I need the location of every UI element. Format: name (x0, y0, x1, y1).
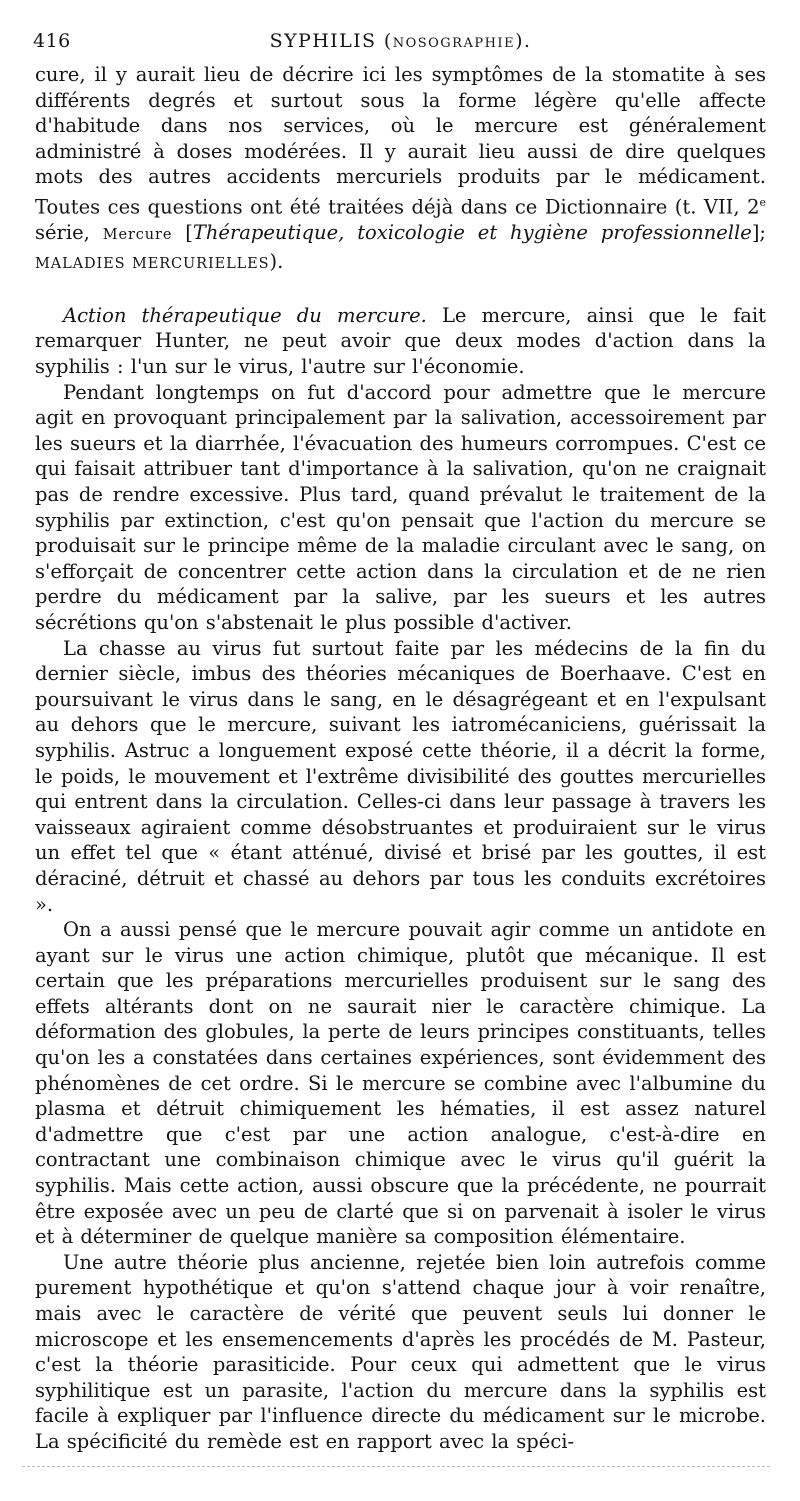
running-header (33, 30, 768, 58)
page-number: 416 (33, 30, 71, 52)
section-heading: Action thérapeutique du mercure. (63, 303, 427, 327)
paragraph-virus-hunt: La chasse au virus fut surtout faite par les médecins de la fin du dernier siècle, imbus des théories mécaniques de Boerhaave. C'est en poursuivant le virus dans le sang, en le désagrégeant et en l'expulsant au dehors que le mercure, suivant les iatromécaniciens, guérissait la syphilis. Astruc a longuement exposé cette théorie, il a décrit la forme, le poids, le mouvement et l'extrême divisibilité des gouttes mercurielles qui entrent dans la circulation. Celles-ci dans leur passage à travers les vaisseaux agiraient comme désobstruantes et produiraient sur le virus un effet tel que « étant atténué, divisé et brisé par les gouttes, il est déraciné, détruit et chassé au dehors par tous les conduits excrétoires ». (35, 636, 766, 916)
running-title-paren-close: ). (515, 30, 532, 52)
p1-text: Le mercure, ainsi que le fait remarquer Hunter, ne peut avoir que deux modes d'action dans la syphilis : l'un sur le virus, l'autre sur l'économie. (35, 303, 766, 379)
p0-text-b: série, (35, 221, 103, 245)
p0-italic-reference: Thérapeutique, toxicologie et hygiène professionnelle (192, 221, 752, 245)
body-text (35, 62, 766, 1455)
p0-text-e: ). (269, 249, 284, 273)
paragraph-continuation (35, 62, 766, 277)
running-title-paren-open: ( (376, 30, 393, 52)
running-title-main: SYPHILIS (269, 30, 377, 52)
p0-smallcaps-mercure: Mercure (102, 227, 173, 244)
p0-text-a: cure, il y aurait lieu de décrire ici les symptômes de la stomatite à ses différents degrés et surtout sous la forme légère qu'elle affecte d'habitude dans nos services, où le mercure est généralement administré à doses modérées. Il y aurait lieu aussi de dire quelques mots des autres accidents mercuriels produits par le médicament. Toutes ces questions ont été traitées déjà dans ce Dictionnaire (t. VII, 2 (35, 63, 766, 219)
paragraph-section-heading (35, 303, 766, 380)
paragraph-chemical-action: On a aussi pensé que le mercure pouvait agir comme un antidote en ayant sur le virus une action chimique, plutôt que mécanique. Il est certain que les préparations mercurielles produisent sur le sang des effets altérants dont on ne saurait nier le caractère chimique. La déformation des globules, la perte de leurs principes constituants, telles qu'on les a constatées dans certaines expériences, sont évidemment des phénomènes de cet ordre. Si le mercure se combine avec l'albumine du plasma et détruit chimiquement les hématies, il est assez naturel d'admettre que c'est par une action analogue, c'est-à-dire en contractant une combinaison chimique avec le virus qu'il guérit la syphilis. Mais cette action, aussi obscure que la précédente, ne pourrait être exposée avec un peu de clarté que si on parvenait à isoler le virus et à déterminer de quelque manière sa composition élémentaire. (35, 918, 766, 1249)
p0-superscript: e (759, 195, 766, 209)
p0-smallcaps-maladies: MALADIES MERCURIELLES (35, 255, 270, 272)
running-title-sub: NOSOGRAPHIE (392, 36, 516, 51)
running-title (33, 30, 768, 52)
paragraph-parasiticide: Une autre théorie plus ancienne, rejetée bien loin autrefois comme purement hypothétique et qu'on s'attend chaque jour à voir renaître, mais avec le caractère de vérité que peuvent seuls lui donner le microscope et les ensemencements d'après les procédés de M. Pasteur, c'est la théorie parasiticide. Pour ceux qui admettent que le virus syphilitique est un parasite, l'action du mercure dans la syphilis est facile à expliquer par l'influence directe du médicament sur le microbe. La spécificité du remède est en rapport avec la spéci- (35, 1250, 766, 1453)
paragraph-salivation: Pendant longtemps on fut d'accord pour admettre que le mercure agit en provoquant principalement par la salivation, accessoirement par les sueurs et la diarrhée, l'évacuation des humeurs corrompues. C'est ce qui faisait attribuer tant d'importance à la salivation, qu'on ne craignait pas de rendre excessive. Plus tard, quand prévalut le traitement de la syphilis par extinction, c'est qu'on pensait que l'action du mercure se produisait sur le principe même de la maladie circulant avec le sang, on s'efforçait de concentrer cette action dans la circulation et de ne rien perdre du médicament par la salive, par les sueurs et les autres sécrétions qu'on s'abstenait le plus possible d'activer. (35, 380, 766, 634)
p0-text-c: [ (172, 221, 193, 245)
footer-rule (22, 1466, 770, 1467)
p0-text-d: ]; (751, 221, 766, 245)
